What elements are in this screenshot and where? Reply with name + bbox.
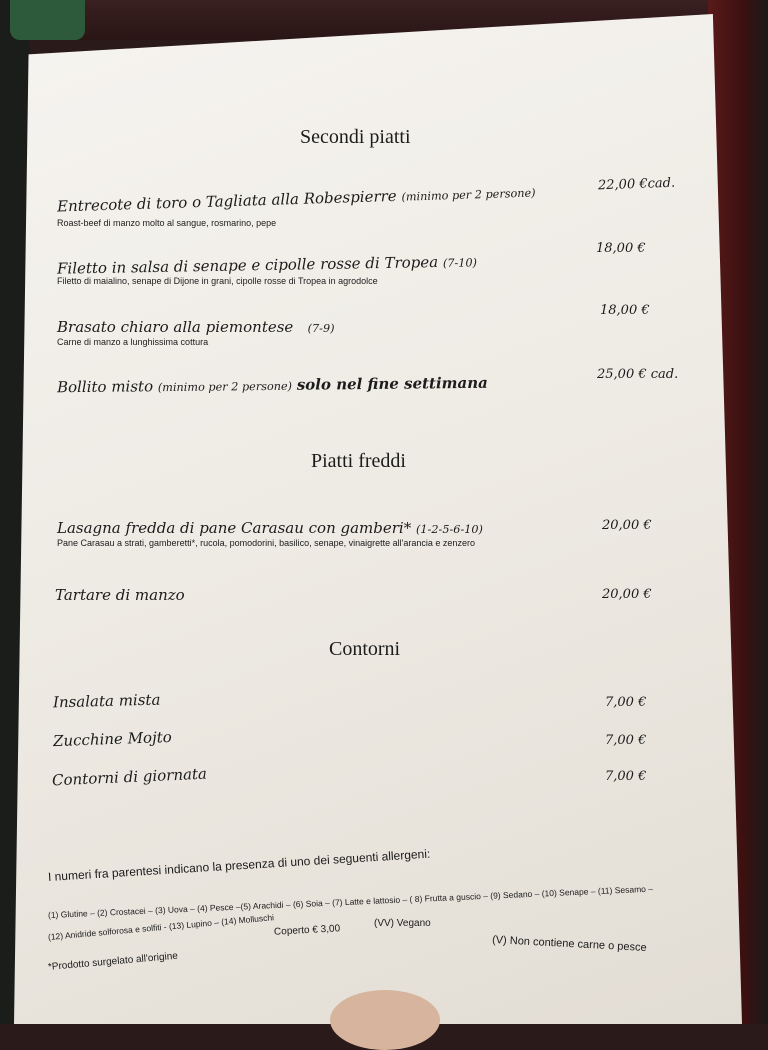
frozen-note: *Prodotto surgelato all'origine: [47, 950, 179, 973]
dish-description: Roast-beef di manzo molto al sangue, rosmarino, pepe: [57, 218, 277, 228]
vegetarian-legend: (V) Non contiene carne o pesce: [491, 933, 647, 955]
thumb: [330, 990, 440, 1050]
dish-price: 18,00 €: [600, 303, 650, 318]
dish-name: Bollito misto (minimo per 2 persone) solo nel fine settimana: [56, 373, 488, 397]
allergen-list: (12) Anidride solforosa e solfiti - (13) Lupino – (14) Molluschi: [47, 912, 275, 942]
section-title: Piatti freddi: [311, 450, 406, 472]
section-title: Secondi piatti: [300, 126, 411, 148]
dish-name: Zucchine Mojto: [52, 727, 173, 751]
dish-name: Entrecote di toro o Tagliata alla Robespierre (minimo per 2 persone): [56, 186, 536, 216]
dish-price: 7,00 €: [605, 733, 647, 748]
dish-price: 7,00 €: [605, 695, 647, 710]
dish-price: 20,00 €: [602, 518, 652, 533]
allergen-intro: I numeri fra parentesi indicano la presenza di uno dei seguenti allergeni:: [47, 846, 431, 884]
dish-description: Filetto di maialino, senape di Dijone in grani, cipolle rosse di Tropea in agrodolce: [57, 276, 378, 286]
dish-name: Filetto in salsa di senape e cipolle rosse di Tropea (7-10): [56, 253, 478, 278]
dish-price: 18,00 €: [596, 241, 646, 256]
dish-price: 22,00 €cad.: [597, 175, 676, 194]
dish-name: Tartare di manzo: [55, 586, 185, 604]
dish-name: Brasato chiaro alla piemontese (7-9): [57, 318, 335, 336]
dish-price: 20,00 €: [602, 587, 652, 602]
coperto: Coperto € 3,00: [273, 923, 341, 938]
dish-description: Carne di manzo a lunghissima cottura: [57, 337, 209, 347]
section-title: Contorni: [329, 638, 401, 660]
dish-price: 25,00 € cad.: [597, 367, 679, 382]
dish-name: Lasagna fredda di pane Carasau con gamberi* (1-2-5-6-10): [57, 519, 483, 537]
dish-name: Insalata mista: [52, 690, 161, 712]
vegan-legend: (VV) Vegano: [374, 918, 431, 929]
dish-price: 7,00 €: [605, 769, 647, 784]
dish-description: Pane Carasau a strati, gamberetti*, rucola, pomodorini, basilico, senape, vinaigrette all'arancia e zenzero: [57, 538, 475, 548]
allergen-list: (1) Glutine – (2) Crostacei – (3) Uova – (4) Pesce –(5) Arachidi – (6) Soia – (7) Latte e lattosio – ( 8) Frutta a guscio – (9) Sedano – (10) Senape – (11) Sesamo –: [47, 883, 654, 920]
bottle: [10, 0, 85, 40]
dish-name: Contorni di giornata: [51, 764, 208, 790]
